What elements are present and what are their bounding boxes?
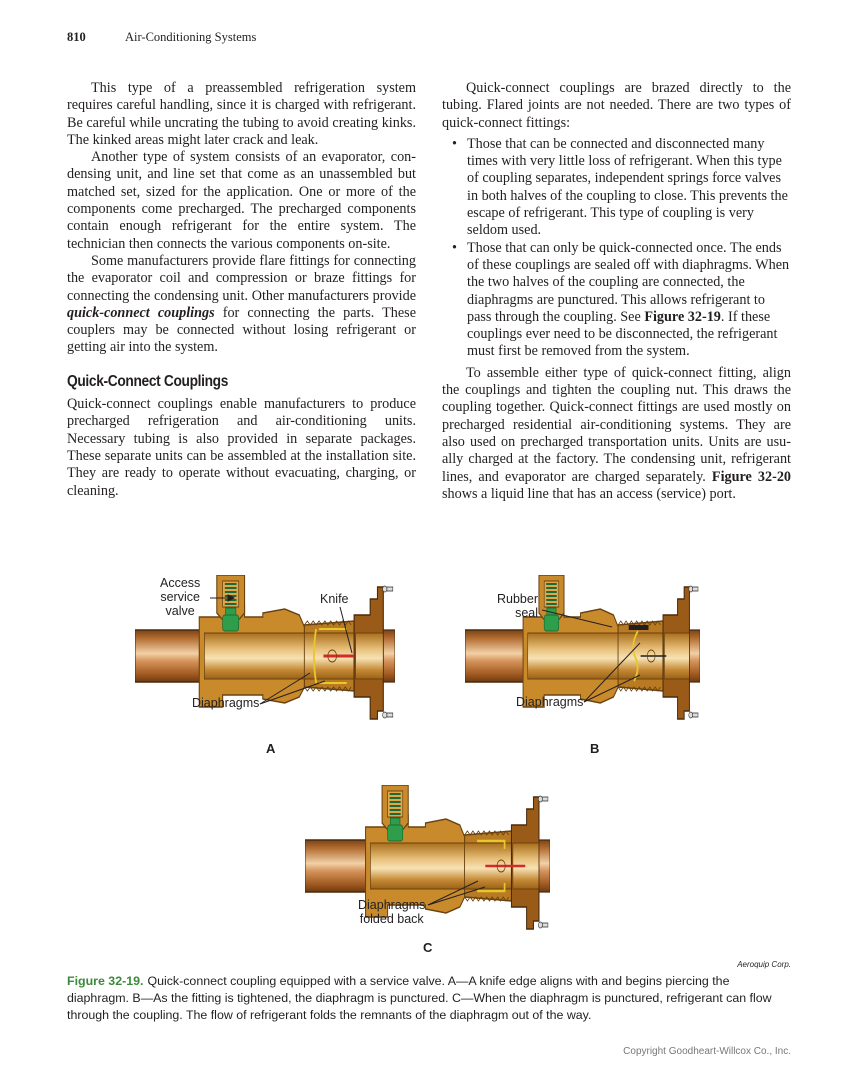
label-line: folded back — [359, 912, 424, 926]
label-line: service — [160, 590, 200, 604]
panel-letter-a: A — [266, 741, 276, 756]
text-span: shows a liquid line that has an access (service) port. — [442, 485, 736, 502]
bullet-item — [442, 240, 791, 361]
label-diaphragms: Diaphragms — [192, 696, 260, 710]
paragraph-unassembled-set: Another type of system consists of an evaporator, condensing unit, and line set that come as an unassembled but matched set, sized for the application. One or more of the components come precharged. The precharged components contain enough refrigerant for the entire system. The technician then connects the various components on-site. — [67, 149, 416, 252]
caption-text: Quick-connect coupling equipped with a service valve. A—A knife edge aligns with and begins piercing the diaphragm. B—As the fitting is tightened, the diaphragm is punctured. C—When the diaphragm is punctured, refrigerant can flow through the coupling. The flow of refrigerant folds the remnants of the diaphragm out of the way. — [67, 974, 772, 1022]
paragraph-flare-fittings — [67, 253, 416, 357]
paragraph-section-intro: Quick-connect couplings enable manufacturers to produce precharged refrigeration and air-conditioning units. Necessary tubing is also provided in separate packages. These separate units can be assembled at the installation site. They are ready to operate without evacuating, charging, or cleaning. — [67, 396, 416, 499]
figure-credit: Aeroquip Corp. — [737, 960, 791, 969]
paragraph-preassembled: This type of a preassembled refrigeration system requires careful handling, since it is charged with refrigerant. Be careful while uncrating the tubing to avoid creating kinks. The kinked areas might later crack and leak. — [67, 80, 416, 148]
text-span: . If these couplings ever need to be disconnected, the refrigerant must first be removed from the system. — [467, 308, 778, 360]
label-line: Rubber — [497, 592, 538, 606]
figure-caption — [67, 973, 794, 1024]
figure-32-19 — [0, 565, 849, 965]
panel-letter-c: C — [423, 940, 433, 955]
text-span: Those that can only be quick-connected once. The ends of these couplings are sealed off with diaphragms. When the two halves of the coupling are connected, the diaphragms are punctured. This allows refrigerant to pass through the coupling. See — [467, 239, 790, 325]
text-span: To assemble either type of quick-connect fitting, align the couplings and tighten the coupling nut. This draws the coupling together. Quick-connect fittings are used mostly on precharged residential air-conditioning systems. They are also used on precharged transportation units. Units are usually charged at the factory. The condensing unit, refrigerant lines, and evaporator are charged separately. — [442, 364, 791, 485]
label-line: seal — [515, 606, 538, 620]
label-knife: Knife — [320, 592, 349, 606]
chapter-title: Air-Conditioning Systems — [125, 30, 257, 44]
paragraph-assemble — [442, 365, 791, 503]
label-diaphragms: Diaphragms — [516, 695, 584, 709]
panel-letter-b: B — [590, 741, 600, 756]
left-column — [67, 80, 416, 500]
label-line: Diaphragms — [358, 898, 426, 912]
paragraph-brazed: Quick-connect couplings are brazed directly to the tubing. Flared joints are not needed. There are two types of quick-connect fittings: — [442, 80, 791, 131]
bullet-item: • Those that can be connected and disconnected many times with very little loss of refrigerant. When this type of coupling separates, independent springs force valves in both halves of the coupling to close. This prevents the escape of refrigerant. This type of coupling is very seldom used. — [442, 136, 791, 240]
figure-reference-link[interactable]: Figure 32-20 — [711, 468, 792, 485]
text-span: Some manufacturers provide flare fittings for connecting the evaporator coil and compression or braze fittings for connecting the condensing unit. Other manufacturers provide — [67, 252, 416, 304]
bullet-list — [442, 136, 791, 361]
figure-number: Figure 32-19. — [67, 974, 144, 988]
text-span: for connecting the parts. These couplers may be connected without losing refrigerant or getting air into the system. — [67, 304, 416, 356]
label-line: valve — [165, 604, 195, 618]
running-head — [67, 30, 256, 45]
copyright-notice: Copyright Goodheart-Willcox Co., Inc. — [623, 1046, 791, 1057]
leader-lines-c — [0, 565, 849, 965]
section-heading: Quick-Connect Couplings — [67, 372, 229, 390]
figure-reference-link[interactable]: Figure 32-19 — [644, 308, 721, 325]
right-column — [442, 80, 791, 503]
page-number: 810 — [67, 30, 86, 44]
key-term: quick-connect couplings — [67, 304, 215, 321]
label-line: Access — [160, 576, 201, 590]
